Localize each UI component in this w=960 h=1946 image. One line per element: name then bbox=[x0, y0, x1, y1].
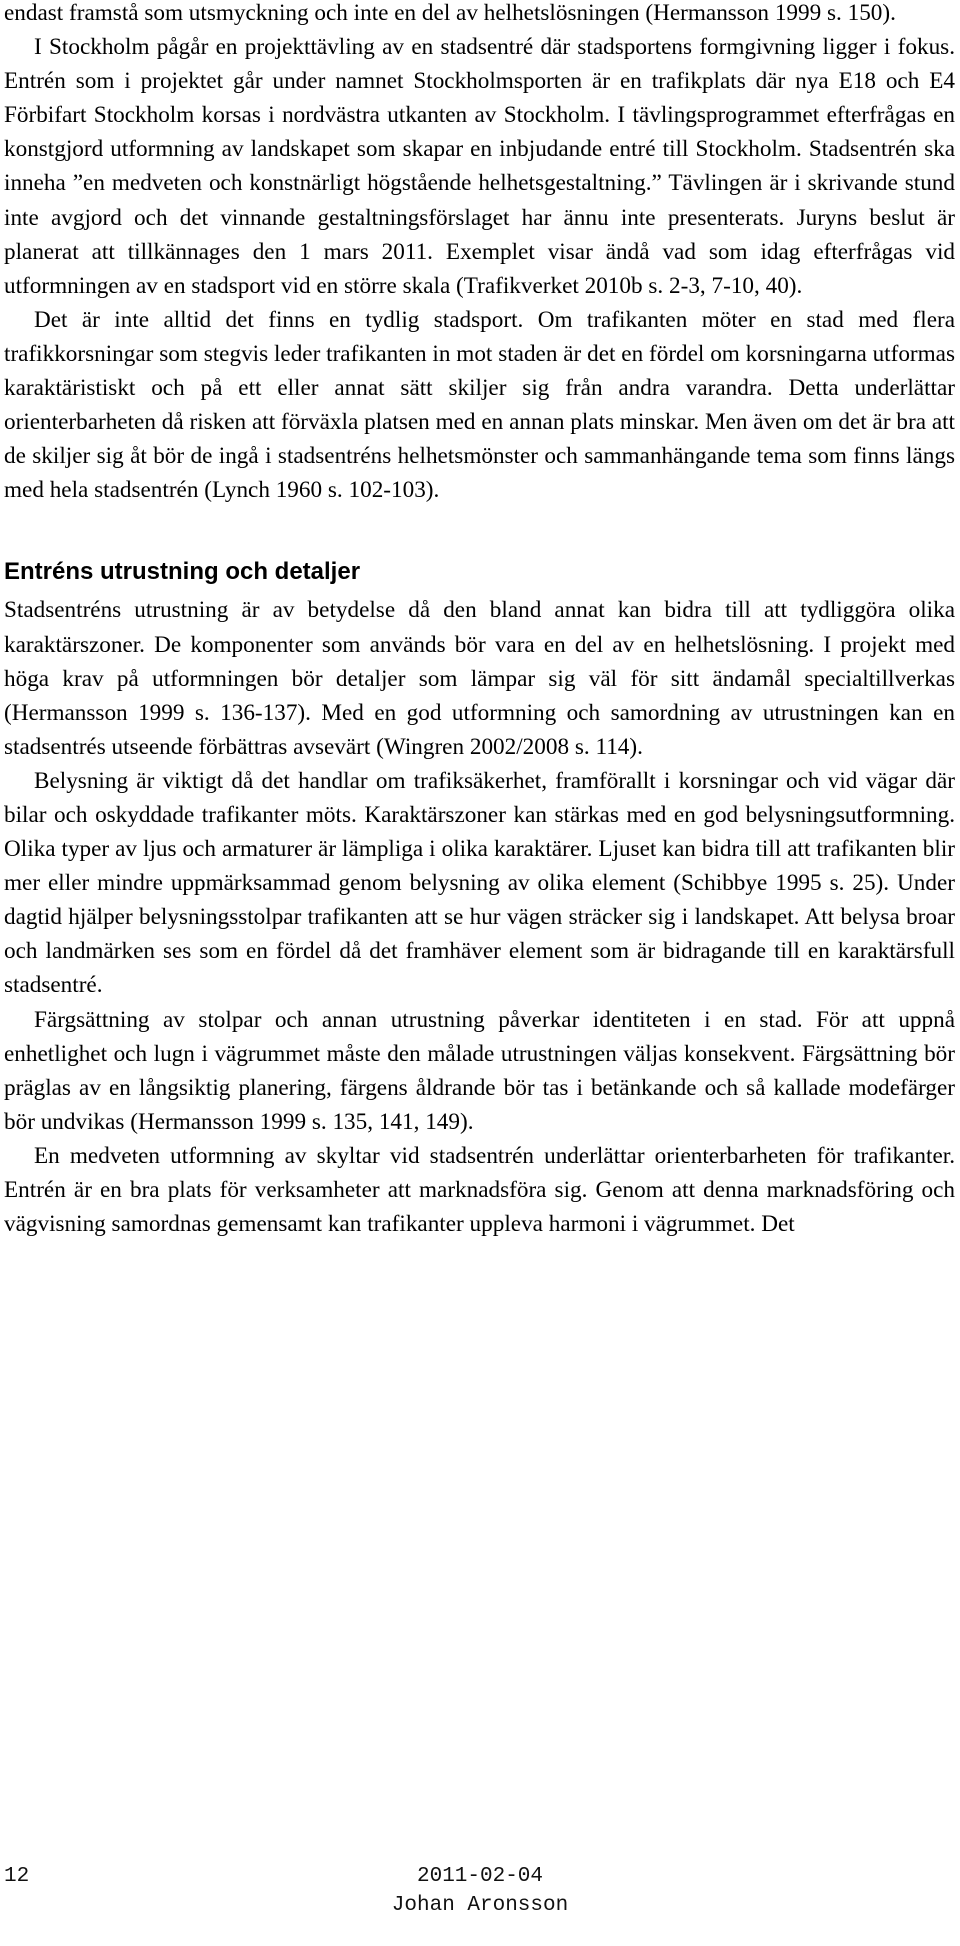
paragraph-continued: endast framstå som utsmyckning och inte en del av helhetslösningen (Hermansson 1999 s. 150). bbox=[4, 0, 896, 26]
page-body bbox=[4, 0, 955, 1241]
paragraph-utrustning: Stadsentréns utrustning är av betydelse då den bland annat kan bidra till att tydliggöra olika karaktärszoner. De komponenter som används bör vara en del av en helhetslösning. I projekt med höga krav på utformningen bör detaljer som lämpar sig väl för sitt ändamål specialtillverkas (Hermansson 1999 s. 136-137). Med en god utformning och samordning av utrustningen kan en stadsentrés utseende förbättras avsevärt (Wingren 2002/2008 s. 114). bbox=[4, 597, 955, 760]
page-footer bbox=[0, 1860, 960, 1940]
footer-date: 2011-02-04 bbox=[416, 1865, 544, 1888]
footer-author: Johan Aronsson bbox=[391, 1894, 569, 1917]
paragraph-skyltar: En medveten utformning av skyltar vid stadsentrén underlättar orienterbarheten för trafikanter. Entrén är en bra plats för verksamheter att marknadsföra sig. Genom att denna marknadsföring och vägvisning samordnas gemensamt kan trafikanter uppleva harmoni i vägrummet. Det bbox=[4, 1142, 955, 1238]
paragraph-belysning: Belysning är viktigt då det handlar om trafiksäkerhet, framförallt i korsningar och vid vägar där bilar och oskyddade trafikanter möts. Karaktärszoner kan stärkas med en god belysningsutformning. Olika typer av ljus och armaturer är lämpliga i olika karaktärer. Ljuset kan bidra till att trafikanten blir mer eller mindre uppmärksammad genom belysning av olika element (Schibbye 1995 s. 25). Under dagtid hjälper belysningsstolpar trafikanten att se hur vägen sträcker sig i landskapet. Att belysa broar och landmärken ses som en fördel då det framhäver element som är bidragande till en karaktärsfull stadsentré. bbox=[4, 767, 955, 999]
paragraph-stockholmsporten: I Stockholm pågår en projekttävling av en stadsentré där stadsportens formgivning ligger i fokus. Entrén som i projektet går under namnet Stockholmsporten är en trafikplats där nya E18 och E4 Förbifart Stockholm korsas i nordvästra utkanten av Stockholm. I tävlingsprogrammet efterfrågas en konstgjord utformning av landskapet som skapar en inbjudande entré till Stockholm. Stadsentrén ska inneha ”en medveten och konstnärligt högstående helhetsgestaltning.” Tävlingen är i skrivande stund inte avgjord och det vinnande gestaltningsförslaget har ännu inte presenterats. Juryns beslut är planerat att tillkännages den 1 mars 2011. Exemplet visar ändå vad som idag efterfrågas vid utformningen av en stadsport vid en större skala (Trafikverket 2010b s. 2-3, 7-10, 40). bbox=[4, 34, 955, 299]
footer-meta bbox=[0, 1862, 960, 1920]
page-number: 12 bbox=[4, 1865, 30, 1888]
section-heading: Entréns utrustning och detaljer bbox=[4, 558, 361, 586]
paragraph-stadsport: Det är inte alltid det finns en tydlig stadsport. Om trafikanten möter en stad med flera trafikkorsningar som stegvis leder trafikanten in mot staden är det en fördel om korsningarna utformas karaktäristiskt och på ett eller annat sätt skiljer sig från andra varandra. Detta underlättar orienterbarheten då risken att förväxla platsen med en annan plats minskar. Men även om det är bra att de skiljer sig åt bör de ingå i stadsentréns helhetsmönster och sammanhängande tema som finns längs med hela stadsentrén (Lynch 1960 s. 102-103). bbox=[4, 306, 955, 504]
paragraph-fargsattning: Färgsättning av stolpar och annan utrustning påverkar identiteten i en stad. För att uppnå enhetlighet och lugn i vägrummet måste den målade utrustningen väljas konsekvent. Färgsättning bör präglas av en långsiktig planering, färgens åldrande bör tas i betänkande och så kallade modefärger bör undvikas (Hermansson 1999 s. 135, 141, 149). bbox=[4, 1006, 955, 1135]
